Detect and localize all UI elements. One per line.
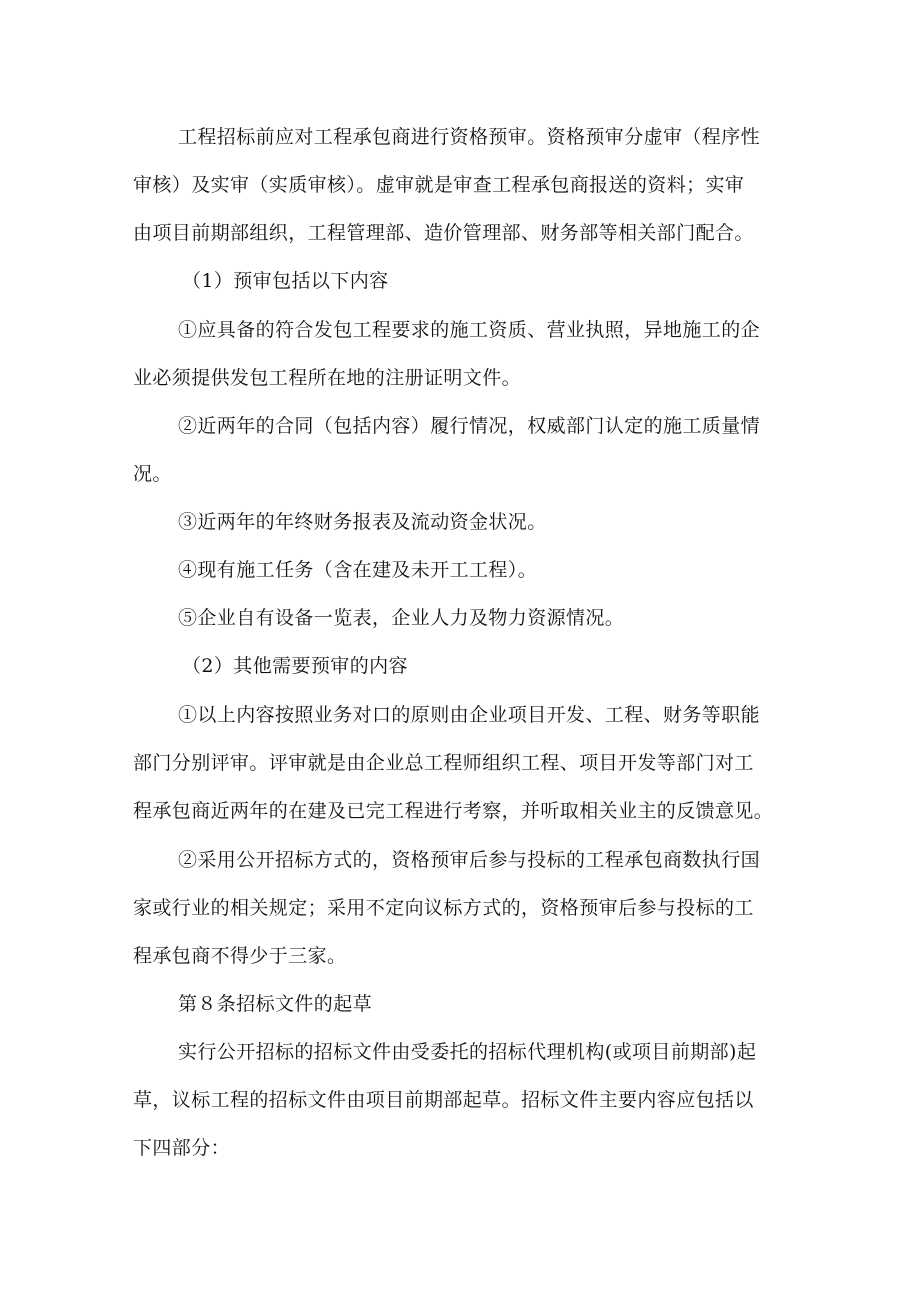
text-line: 由项目前期部组织，工程管理部、造价管理部、财务部等相关部门配合。: [133, 222, 754, 244]
text-line: ④现有施工任务（含在建及未开工工程）。: [178, 559, 538, 581]
text-line: ②近两年的合同（包括内容）履行情况，权威部门认定的施工质量情: [178, 415, 761, 437]
text-line: 部门分别评审。评审就是由企业总工程师组织工程、项目开发等部门对工: [133, 752, 754, 774]
text-line: 实行公开招标的招标文件由受委托的招标代理机构(或项目前期部)起: [178, 1041, 757, 1063]
text-line: ③近两年的年终财务报表及流动资金状况。: [178, 511, 547, 533]
text-line: 下四部分：: [133, 1137, 231, 1159]
text-line: ①应具备的符合发包工程要求的施工资质、营业执照，异地施工的企: [178, 319, 761, 341]
text-line: 业必须提供发包工程所在地的注册证明文件。: [133, 367, 522, 389]
text-line: 草，议标工程的招标文件由项目前期部起草。招标文件主要内容应包括以: [133, 1089, 754, 1111]
text-line: 程承包商近两年的在建及已完工程进行考察，并听取相关业主的反馈意见。: [133, 800, 774, 822]
text-line: 审核）及实审（实质审核）。虚审就是审查工程承包商报送的资料；实审: [133, 174, 745, 196]
text-line: ②采用公开招标方式的，资格预审后参与投标的工程承包商数执行国: [178, 849, 761, 871]
text-line: 工程招标前应对工程承包商进行资格预审。资格预审分虚审（程序性: [178, 126, 761, 148]
text-line: 况。: [133, 463, 172, 485]
text-line: 程承包商不得少于三家。: [133, 945, 347, 967]
section-heading: （2）其他需要预审的内容: [182, 655, 408, 677]
text-line: ⑤企业自有设备一览表，企业人力及物力资源情况。: [178, 607, 625, 629]
section-heading: （1）预审包括以下内容: [182, 270, 389, 292]
article-heading: 第８条招标文件的起草: [178, 993, 373, 1015]
text-line: 家或行业的相关规定；采用不定向议标方式的，资格预审后参与投标的工: [133, 897, 754, 919]
text-line: ①以上内容按照业务对口的原则由企业项目开发、工程、财务等职能: [178, 704, 761, 726]
